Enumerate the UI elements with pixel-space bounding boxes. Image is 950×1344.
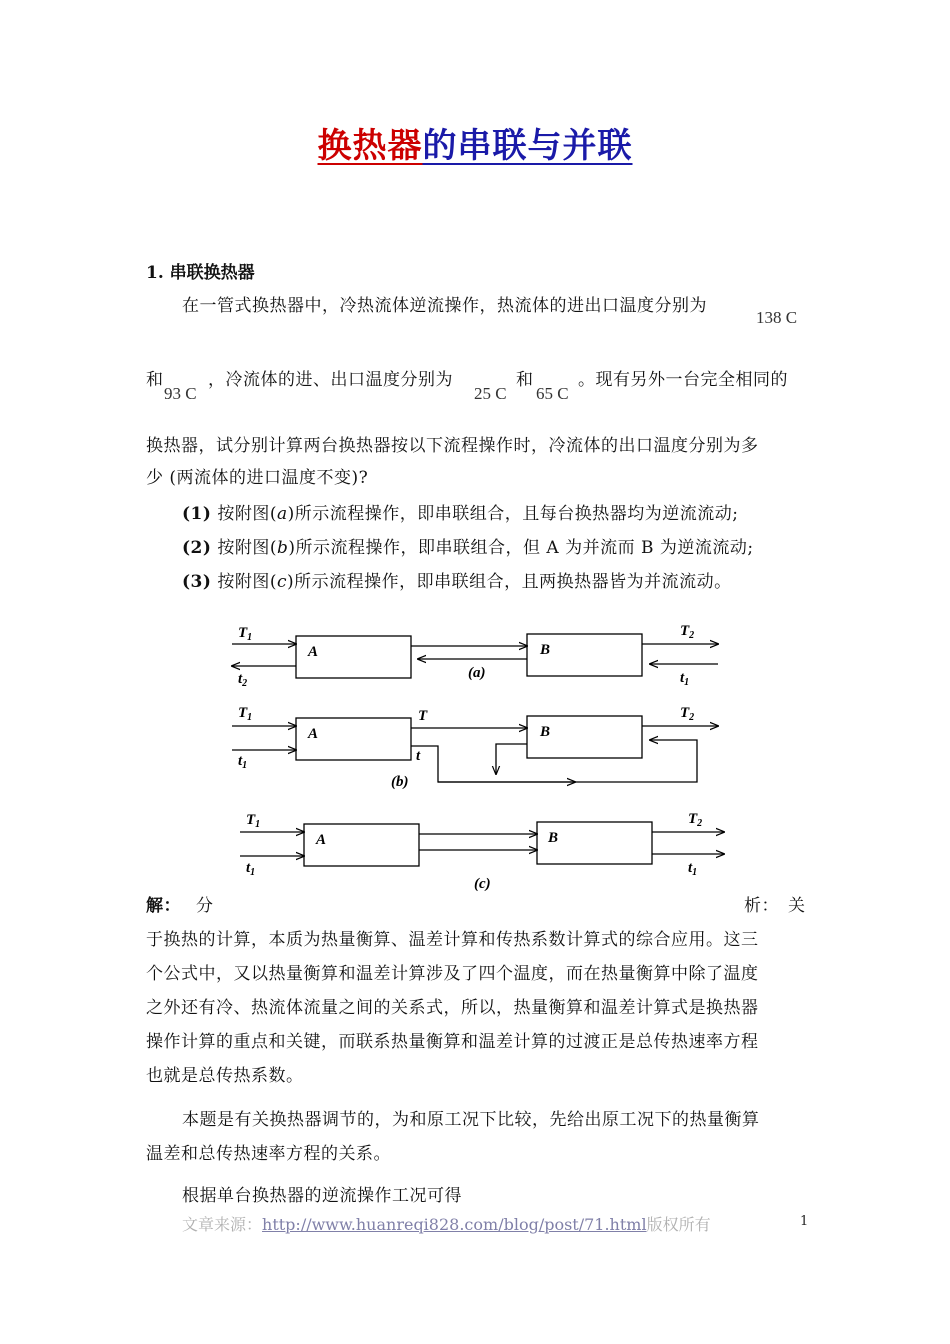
para1-line2-d: 。现有另外一台完全相同的	[578, 370, 788, 390]
label-c-T1: $T_1$	[246, 812, 261, 830]
label-c-t1-out: $t_1$	[688, 860, 698, 878]
para2-line2: 温差和总传热速率方程的关系。	[146, 1144, 391, 1164]
temp-25: 25 C	[474, 384, 507, 403]
label-a-B: B	[540, 642, 551, 658]
solution-line4: 之外还有冷、热流体流量之间的关系式，所以，热量衡算和温差计算式是换热器	[146, 998, 759, 1018]
item-1: (1) 按附图(a)所示流程操作，即串联组合，且每台换热器均为逆流流动;	[182, 504, 739, 524]
solution-line6: 也就是总传热系数。	[146, 1066, 304, 1086]
label-c-A: A	[316, 832, 327, 848]
label-a-T2: $T_2$	[680, 623, 695, 641]
para1-line1: 在一管式换热器中，冷热流体逆流操作，热流体的进出口温度分别为	[182, 296, 707, 316]
title-blue-part: 的串联与并联	[422, 126, 633, 166]
source-link[interactable]: http://www.huanreqi828.com/blog/post/71.html	[262, 1215, 647, 1234]
para1-line2-a: 和	[146, 370, 164, 390]
para1-line3: 换热器，试分别计算两台换热器按以下流程操作时，冷流体的出口温度分别为多	[146, 436, 759, 456]
solution-fen: 分	[196, 896, 214, 916]
solution-xi: 析：	[744, 896, 779, 916]
title-red-part: 换热器	[317, 126, 423, 166]
label-a-A: A	[308, 644, 319, 660]
solution-line2: 于换热的计算，本质为热量衡算、温差计算和传热系数计算式的综合应用。这三	[146, 930, 759, 950]
label-b-T: T	[418, 708, 428, 724]
label-b-B: B	[540, 724, 551, 740]
label-a-t2: $t_2$	[238, 671, 248, 689]
label-b-T2: $T_2$	[680, 705, 695, 723]
caption-c: (c)	[474, 876, 491, 892]
page-title	[0, 118, 950, 167]
label-c-T2: $T_2$	[688, 811, 703, 829]
label-b-t1: $t_1$	[238, 753, 248, 771]
solution-line5: 操作计算的重点和关键，而联系热量衡算和温差计算的过渡正是总传热速率方程	[146, 1032, 759, 1052]
footer-source: 文章来源：http://www.huanreqi828.com/blog/post/71.html版权所有	[182, 1215, 711, 1234]
temp-65: 65 C	[536, 384, 569, 403]
temp-138: 138 C	[756, 308, 798, 327]
heat-exchanger-diagram	[0, 610, 950, 900]
para3: 根据单台换热器的逆流操作工况可得	[182, 1186, 462, 1206]
solution-line3: 个公式中，又以热量衡算和温差计算涉及了四个温度，而在热量衡算中除了温度	[146, 964, 759, 984]
label-c-B: B	[548, 830, 559, 846]
caption-a: (a)	[468, 665, 486, 681]
label-b-T1: $T_1$	[238, 705, 253, 723]
page-number: 1	[800, 1214, 809, 1229]
para1-line2-c: 和	[516, 370, 534, 390]
para1-line2-b: ，冷流体的进、出口温度分别为	[208, 370, 453, 390]
para1-line4: 少 (两流体的进口温度不变)?	[146, 468, 369, 488]
label-c-t1: $t_1$	[246, 860, 256, 878]
label-a-t1: $t_1$	[680, 670, 690, 688]
solution-guan: 关	[788, 896, 806, 916]
para2-line1: 本题是有关换热器调节的，为和原工况下比较，先给出原工况下的热量衡算	[182, 1110, 760, 1130]
solution-label: 解：	[146, 896, 181, 916]
item-2: (2) 按附图(b)所示流程操作，即串联组合，但 A 为并流而 B 为逆流流动;	[182, 538, 754, 558]
temp-93: 93 C	[164, 384, 197, 403]
item-3: (3) 按附图(c)所示流程操作，即串联组合，且两换热器皆为并流流动。	[182, 572, 732, 592]
label-b-A: A	[308, 726, 319, 742]
label-a-T1: $T_1$	[238, 625, 253, 643]
caption-b: (b)	[391, 774, 409, 790]
section-heading: 1. 串联换热器	[146, 263, 255, 283]
label-b-t: t	[416, 748, 421, 764]
